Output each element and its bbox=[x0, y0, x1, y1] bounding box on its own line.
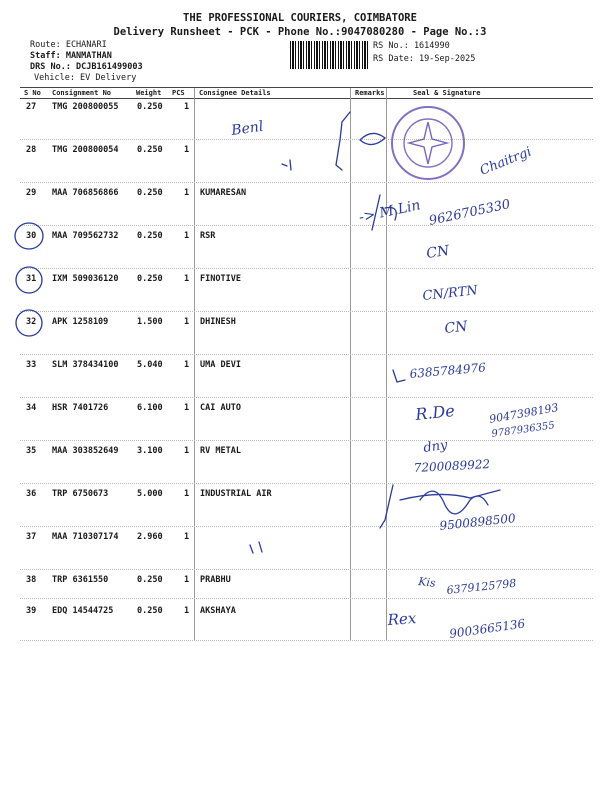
row-divider bbox=[20, 440, 593, 441]
row-divider bbox=[20, 311, 593, 312]
row-divider bbox=[20, 354, 593, 355]
row-weight: 0.250 bbox=[137, 606, 163, 616]
row-pcs: 1 bbox=[184, 317, 190, 327]
runsheet-title: Delivery Runsheet - PCK - Phone No.:9047080280 - Page No.:3 bbox=[113, 26, 487, 38]
col-sno: S No bbox=[24, 89, 41, 97]
row-pcs: 1 bbox=[184, 446, 190, 456]
row-pcs: 1 bbox=[184, 489, 190, 499]
row-consignment: MAA 709562732 bbox=[52, 231, 119, 241]
handwritten-note: 7200089922 bbox=[413, 457, 491, 475]
row-weight: 1.500 bbox=[137, 317, 163, 327]
drs-label: DRS No.: DCJB161499003 bbox=[30, 62, 143, 72]
signature-stroke bbox=[336, 112, 350, 170]
row-pcs: 1 bbox=[184, 360, 190, 370]
row-consignee: PRABHU bbox=[200, 575, 231, 585]
handwritten-note: 9626705330 bbox=[427, 197, 512, 229]
row-weight: 3.100 bbox=[137, 446, 163, 456]
col-seal: Seal & Signature bbox=[413, 89, 481, 97]
handwritten-note: 9003665136 bbox=[448, 616, 527, 641]
handwritten-note: CN/RTN bbox=[421, 283, 479, 304]
handwritten-note: -> M.Lin bbox=[357, 197, 422, 226]
row-weight: 0.250 bbox=[137, 231, 163, 241]
handwritten-note: Kis bbox=[417, 575, 437, 590]
col-pcs: PCS bbox=[172, 89, 185, 97]
handwritten-note: 9500898500 bbox=[438, 511, 517, 533]
row-pcs: 1 bbox=[184, 274, 190, 284]
column-separator bbox=[386, 88, 387, 640]
handwritten-note: 9047398193 bbox=[488, 400, 560, 426]
row-sno: 31 bbox=[26, 274, 37, 284]
row-sno: 35 bbox=[26, 446, 37, 456]
staff-label: Staff: MANMATHAN bbox=[30, 51, 112, 61]
col-consignee: Consignee Details bbox=[199, 89, 271, 97]
row-pcs: 1 bbox=[184, 403, 190, 413]
row-consignment: TMG 200800054 bbox=[52, 145, 119, 155]
barcode bbox=[290, 41, 368, 69]
row-consignee: RV METAL bbox=[200, 446, 241, 456]
row-divider bbox=[20, 569, 593, 570]
row-divider bbox=[20, 225, 593, 226]
signature-stroke bbox=[393, 370, 405, 382]
row-weight: 2.960 bbox=[137, 532, 163, 542]
row-pcs: 1 bbox=[184, 532, 190, 542]
signature-stroke bbox=[420, 491, 488, 514]
handwritten-note: Chaitrgi bbox=[477, 144, 534, 179]
route-label: Route: ECHANARI bbox=[30, 40, 107, 50]
handwritten-note: dny bbox=[422, 437, 449, 456]
row-divider bbox=[20, 640, 593, 641]
row-sno: 30 bbox=[26, 231, 37, 241]
row-consignee: RSR bbox=[200, 231, 216, 241]
row-consignment: MAA 710307174 bbox=[52, 532, 119, 542]
row-consignment: SLM 378434100 bbox=[52, 360, 119, 370]
handwritten-note: 6385784976 bbox=[409, 360, 487, 381]
row-divider bbox=[20, 397, 593, 398]
row-weight: 0.250 bbox=[137, 102, 163, 112]
row-consignee: CAI AUTO bbox=[200, 403, 241, 413]
table-header-line bbox=[20, 98, 593, 99]
row-pcs: 1 bbox=[184, 606, 190, 616]
rs-number: RS No.: 1614990 bbox=[373, 41, 450, 51]
row-consignment: APK 1258109 bbox=[52, 317, 109, 327]
row-weight: 0.250 bbox=[137, 145, 163, 155]
row-consignment: TRP 6361550 bbox=[52, 575, 109, 585]
handwritten-note: Rex bbox=[387, 609, 417, 629]
row-sno: 37 bbox=[26, 532, 37, 542]
row-consignee: UMA DEVI bbox=[200, 360, 241, 370]
row-sno: 32 bbox=[26, 317, 37, 327]
row-sno: 29 bbox=[26, 188, 37, 198]
signature-stroke bbox=[250, 542, 262, 553]
handwritten-note: Benl bbox=[230, 118, 265, 139]
row-divider bbox=[20, 139, 593, 140]
row-weight: 0.250 bbox=[137, 274, 163, 284]
row-sno: 39 bbox=[26, 606, 37, 616]
row-pcs: 1 bbox=[184, 188, 190, 198]
handwritten-note: R.De bbox=[414, 400, 456, 424]
row-consignment: MAA 706856866 bbox=[52, 188, 119, 198]
col-consignment: Consignment No bbox=[52, 89, 112, 97]
table-top-line bbox=[20, 87, 593, 88]
row-divider bbox=[20, 268, 593, 269]
company-stamp bbox=[392, 107, 464, 179]
row-consignment: MAA 303852649 bbox=[52, 446, 119, 456]
signature-stroke bbox=[282, 160, 291, 170]
handwritten-note: CN bbox=[425, 242, 451, 262]
col-remarks: Remarks bbox=[355, 89, 385, 97]
row-consignee: FINOTIVE bbox=[200, 274, 241, 284]
row-pcs: 1 bbox=[184, 231, 190, 241]
column-separator bbox=[194, 88, 195, 640]
vehicle-label: Vehicle: EV Delivery bbox=[34, 73, 137, 83]
row-pcs: 1 bbox=[184, 102, 190, 112]
row-consignment: TMG 200800055 bbox=[52, 102, 119, 112]
row-consignment: TRP 6750673 bbox=[52, 489, 109, 499]
row-sno: 33 bbox=[26, 360, 37, 370]
row-sno: 36 bbox=[26, 489, 37, 499]
row-weight: 0.250 bbox=[137, 575, 163, 585]
rs-date: RS Date: 19-Sep-2025 bbox=[373, 54, 476, 64]
row-sno: 27 bbox=[26, 102, 37, 112]
row-consignee: KUMARESAN bbox=[200, 188, 247, 198]
handwritten-note: 9787936355 bbox=[490, 420, 556, 440]
row-sno: 38 bbox=[26, 575, 37, 585]
row-consignment: IXM 509036120 bbox=[52, 274, 119, 284]
row-consignment: EDQ 14544725 bbox=[52, 606, 114, 616]
handwritten-note: 6379125798 bbox=[445, 576, 517, 597]
row-pcs: 1 bbox=[184, 575, 190, 585]
row-pcs: 1 bbox=[184, 145, 190, 155]
row-consignment: HSR 7401726 bbox=[52, 403, 109, 413]
row-divider bbox=[20, 598, 593, 599]
row-divider bbox=[20, 182, 593, 183]
row-sno: 28 bbox=[26, 145, 37, 155]
row-consignee: DHINESH bbox=[200, 317, 236, 327]
row-weight: 0.250 bbox=[137, 188, 163, 198]
signature-stroke bbox=[380, 485, 500, 528]
row-weight: 5.040 bbox=[137, 360, 163, 370]
company-title: THE PROFESSIONAL COURIERS, COIMBATORE bbox=[183, 12, 417, 24]
row-divider bbox=[20, 483, 593, 484]
row-weight: 6.100 bbox=[137, 403, 163, 413]
row-sno: 34 bbox=[26, 403, 37, 413]
col-weight: Weight bbox=[136, 89, 162, 97]
column-separator bbox=[350, 88, 351, 640]
row-divider bbox=[20, 526, 593, 527]
row-consignee: AKSHAYA bbox=[200, 606, 236, 616]
row-weight: 5.000 bbox=[137, 489, 163, 499]
handwritten-note: CN bbox=[443, 318, 469, 337]
row-consignee: INDUSTRIAL AIR bbox=[200, 489, 272, 499]
